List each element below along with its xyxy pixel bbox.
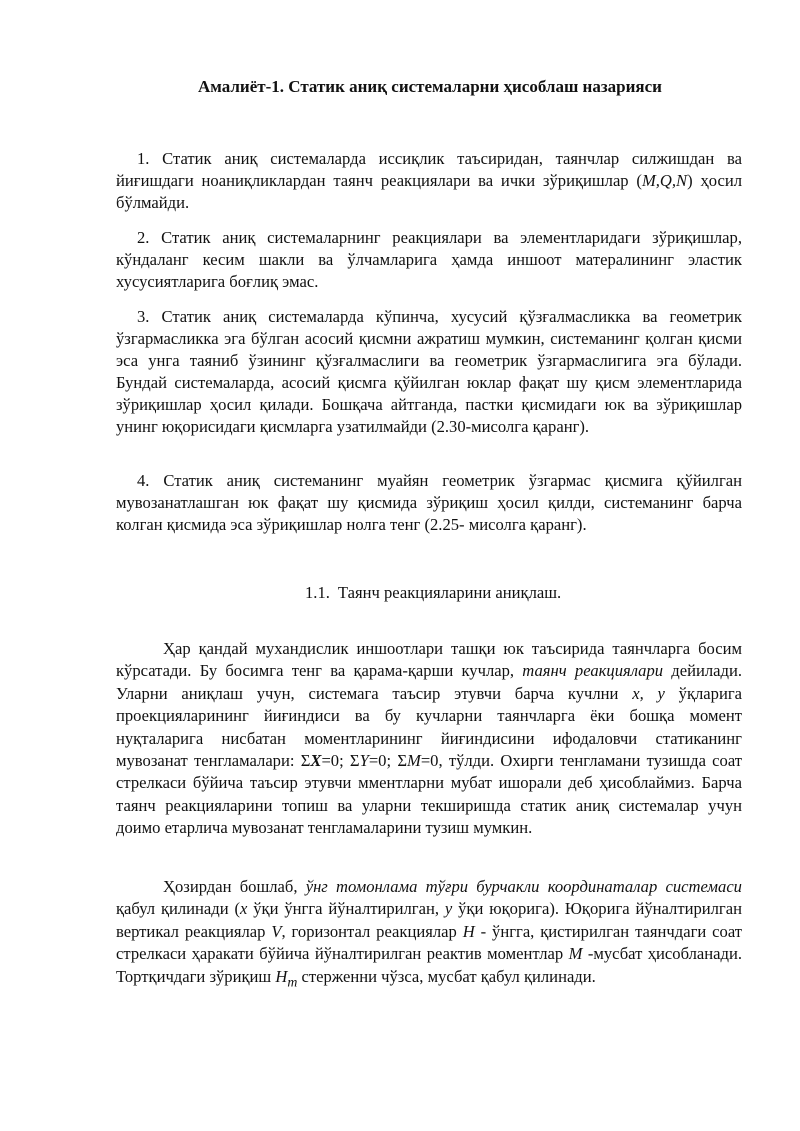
paragraph-1 bbox=[116, 148, 742, 214]
body-2-text: ўқи юқорига). Юқорига йўналтирилган вертикал реакциялар bbox=[116, 899, 742, 941]
body-paragraph-2 bbox=[116, 876, 742, 993]
body-1-text: =0; Σ bbox=[368, 751, 407, 771]
section-number: 1.1. bbox=[305, 583, 330, 602]
symbol-v: V bbox=[271, 921, 282, 941]
body-2-text: - ўнгга, қистирилган таянчдаги соат стрелкаси ҳаракати бўйича йўналтирилган реактив моментлар bbox=[116, 921, 743, 964]
term-support-reactions: таянч реакциялари bbox=[522, 661, 664, 681]
symbol-hm: H bbox=[275, 966, 288, 986]
axis-x: x bbox=[240, 899, 248, 919]
body-1-text: дейилади. Уларни аниқлаш учун, системага таъсир этувчи барча кучлни bbox=[116, 661, 742, 703]
paragraph-1-text-a: 1. Статик аниқ системаларда иссиқлик таъсиридан, таянчлар силжишдан ва йиғишдаги ноаниқликлардан таянч реакциялари ва ички зўриқишлар ( bbox=[116, 149, 742, 190]
body-1-text: Ҳар қандай мухандислик иншоотлари ташқи юк таъсирида таянчларга босим кўрсатади. Бу босимга тенг ва қарама-қарши кучлар, bbox=[116, 639, 742, 681]
term-coordinate-system: ўнг томонлама тўғри бурчакли координаталар системаси bbox=[305, 877, 742, 896]
body-2-text: ўқи ўнгга йўналтирилган, bbox=[247, 899, 445, 919]
sum-m-symbol: M bbox=[406, 751, 421, 771]
body-1-text: ўқларига проекцияларининг йиғиндиси ва бу кучларни таянчларга ёки бошқа момент нуқталарига нисбатан моментларининг йиғиндисини ифодаловчи статиканинг мувозанат тенгламалари: Σ bbox=[116, 683, 742, 771]
force-variables: M,Q,N bbox=[641, 171, 688, 190]
axis-y: y bbox=[444, 899, 453, 919]
section-title: Таянч реакцияларини аниқлаш. bbox=[337, 583, 562, 602]
body-1-text: =0; Σ bbox=[321, 751, 360, 771]
section-heading bbox=[305, 582, 561, 604]
body-2-text: -мусбат ҳисобланади. Тортқичдаги зўриқиш bbox=[116, 944, 742, 986]
body-2-text: Ҳозирдан бошлаб, bbox=[163, 877, 306, 896]
paragraph-1-text-b: ) ҳосил бўлмайди. bbox=[116, 171, 742, 212]
paragraph-4: 4. Статик аниқ системанинг муайян геометрик ўзгармас қисмига қўйилган мувозанатлашган юк фақат шу қисмида зўриқиш ҳосил қилди, системанинг барча колган қисмида эса зўриқишлар нолга тенг (2.25- мисолга қаранг). bbox=[116, 471, 742, 534]
sum-y-symbol: Y bbox=[359, 751, 369, 771]
paragraph-2: 2. Статик аниқ системаларнинг реакциялари ва элементларидаги зўриқишлар, кўндаланг кесим шакли ва ўлчамларига ҳамда иншоот матералининг эластик хусусиятларига боғлиқ эмас. bbox=[116, 228, 742, 291]
symbol-h: H bbox=[462, 921, 475, 941]
body-2-text: , горизонтал реакциялар bbox=[281, 921, 463, 941]
body-1-text: =0, тўлди. Охирги тенгламани тузишда соат стрелкаси бўйича таъсир этувчи мментларни мубат ишорали деб ҳисоблаймиз. Барча таянч реакцияларини топиш ва уларни текширишда статик аниқ системалар учун доимо етарлича мувозанат тенгламаларини тузиш мумкин. bbox=[116, 751, 743, 838]
page-title: Амалиёт-1. Статик аниқ системаларни ҳисоблаш назарияси bbox=[198, 77, 662, 96]
symbol-hm-subscript: m bbox=[287, 973, 298, 989]
paragraph-3: 3. Статик аниқ системаларда кўпинча, хусусий қўзғалмасликка ва геометрик ўзгармасликка эга бўлган асосий қисмни ажратиш мумкин, системанинг қолган қисми эса унга таяниб ўзининг қўзғалмаслиги ва геометрик ўзгармаслигига эга бўлади. Бундай системаларда, асосий қисмга қўйилган юклар фақат шу қисм элементларида зўриқишлар ҳосил қилади. Бошқача айтганда, пастки қисмидаги юк ва зўриқишлар унинг юқорисидаги қисмларга узатилмайди (2.30-мисолга қаранг). bbox=[116, 307, 742, 436]
body-2-text: қабул қилинади ( bbox=[116, 899, 241, 919]
body-paragraph-1 bbox=[116, 638, 742, 840]
sum-x-symbol: X bbox=[310, 751, 322, 771]
axes-xy: x, y bbox=[632, 683, 665, 703]
symbol-m: M bbox=[568, 944, 583, 964]
body-2-text: стерженни чўзса, мусбат қабул қилинади. bbox=[297, 966, 596, 986]
